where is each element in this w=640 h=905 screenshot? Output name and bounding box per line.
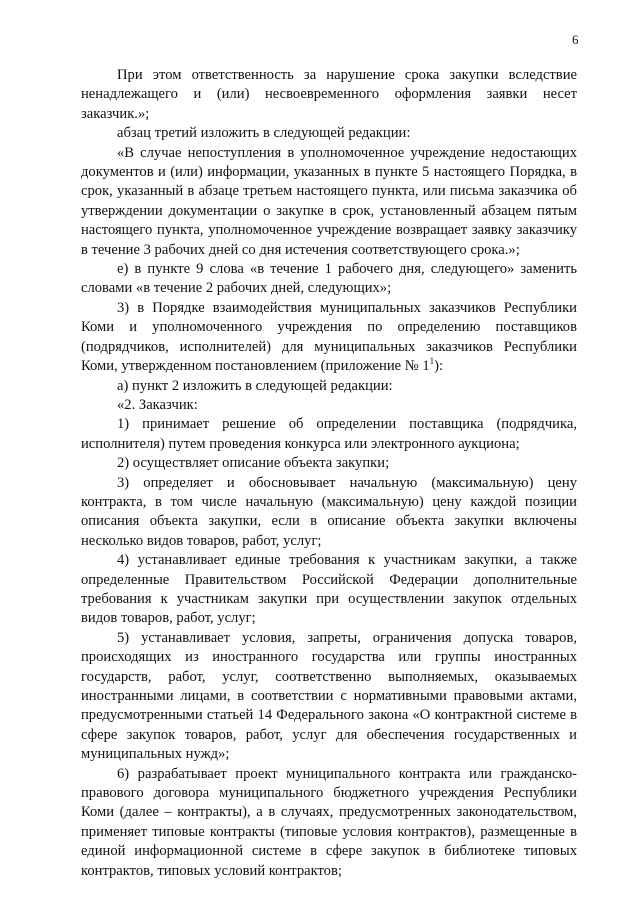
list-item-2: 2) осуществляет описание объекта закупки; <box>117 455 390 472</box>
paragraph-5 <box>81 299 577 377</box>
paragraph-4: е) в пункте 9 слова «в течение 1 рабочего дня, следующего» заменить словами «в течение 2 рабочих дней, следующих»; <box>81 261 577 297</box>
paragraph-5-tail: ): <box>434 358 444 375</box>
list-item-6: 6) разрабатывает проект муниципального контракта или гражданско-правового договора муниципального бюджетного учреждения Республики Коми (далее – контракты), а в случаях, предусмотренных законодательством, применяет типовые контракты (типовые условия контрактов), размещенные в единой информационной системе в сфере закупок в библиотеке типовых контрактов, типовых условий контрактов; <box>81 765 577 879</box>
paragraph-2: абзац третий изложить в следующей редакции: <box>117 125 411 142</box>
paragraph-1: При этом ответственность за нарушение срока закупки вследствие ненадлежащего и (или) несвоевременного оформления заявки несет заказчик.»; <box>81 67 577 122</box>
paragraph-5-text: 3) в Порядке взаимодействия муниципальных заказчиков Республики Коми и уполномоченного учреждения по определению поставщиков (подрядчиков, исполнителей) для муниципальных заказчиков Республики Коми, утвержденном постановлением (приложение № 1 <box>81 299 577 375</box>
list-item-3: 3) определяет и обосновывает начальную (максимальную) цену контракта, в том числе начальную (максимальную) цену каждой позиции описания объекта закупки, если в описание объекта закупки включены несколько видов товаров, работ, услуг; <box>81 474 577 549</box>
page-number: 6 <box>572 32 579 47</box>
document-body <box>81 66 577 881</box>
list-item-4: 4) устанавливает единые требования к участникам закупки, а также определенные Правительством Российской Федерации дополнительные требования к участникам закупки при осуществлении закупок отдельных видов товаров, работ, услуг; <box>81 552 577 627</box>
paragraph-3: «В случае непоступления в уполномоченное учреждение недостающих документов и (или) информации, указанных в пункте 5 настоящего Порядка, в срок, указанный в абзаце третьем настоящего пункта, или письма заказчика об утверждении документации о закупке в срок, установленный абзацем пятым настоящего пункта, уполномоченное учреждение возвращает заявку заказчику в течение 3 рабочих дней со дня истечения соответствующего срока.»; <box>81 144 577 258</box>
footnote-marker: 1 <box>429 356 435 367</box>
paragraph-6: а) пункт 2 изложить в следующей редакции: <box>117 377 393 394</box>
list-item-5: 5) устанавливает условия, запреты, ограничения допуска товаров, происходящих из иностранного государства или группы иностранных государств, работ, услуг, соответственно выполняемых, оказываемых иностранными лицами, в соответствии с нормативными правовыми актами, предусмотренными статьей 14 Федерального закона «О контрактной системе в сфере закупок товаров, работ, услуг для обеспечения государственных и муниципальных нужд»; <box>81 629 577 763</box>
list-item-1: 1) принимает решение об определении поставщика (подрядчика, исполнителя) путем проведения конкурса или электронного аукциона; <box>81 416 577 452</box>
paragraph-7: «2. Заказчик: <box>117 396 198 413</box>
